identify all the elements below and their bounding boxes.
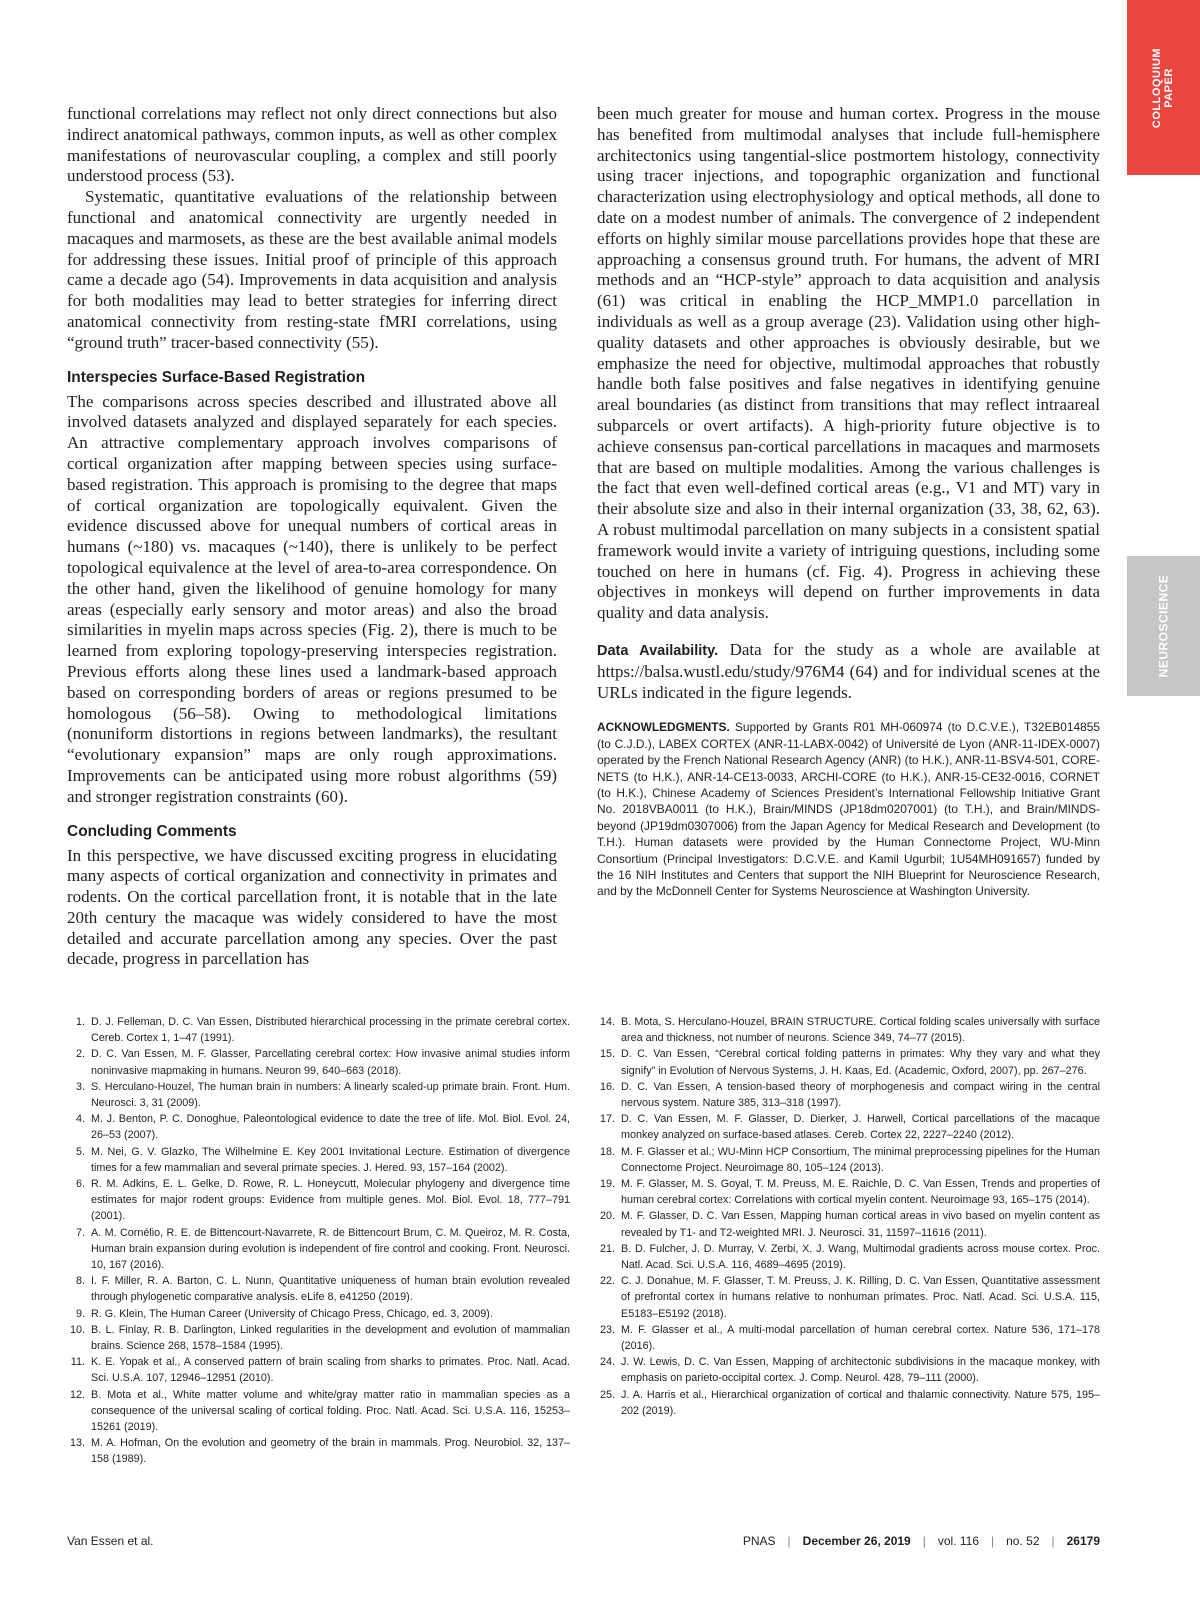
footer-page: 26179 bbox=[1066, 1534, 1100, 1548]
reference-item bbox=[597, 1354, 1100, 1386]
reference-text: B. D. Fulcher, J. D. Murray, V. Zerbi, X. J. Wang, Multimodal gradients across mouse cortex. Proc. Natl. Acad. Sci. U.S.A. 116, 4689–4695 (2019). bbox=[621, 1242, 1100, 1272]
reference-number: 3. bbox=[75, 1080, 85, 1093]
reference-item bbox=[67, 1111, 570, 1143]
reference-text: M. A. Hofman, On the evolution and geometry of the brain in mammals. Prog. Neurobiol. 32, 137–158 (1989). bbox=[91, 1437, 570, 1466]
reference-text: B. L. Finlay, R. B. Darlington, Linked regularities in the development and evolution of mammalian brains. Science 268, 1578–1584 (1995). bbox=[91, 1323, 570, 1353]
neuroscience-section-tab bbox=[1127, 556, 1200, 696]
reference-text: B. Mota et al., White matter volume and white/gray matter ratio in mammalian species as a consequence of the universal scaling of cortical folding. Proc. Natl. Acad. Sci. U.S.A. 116, 15253–15261 (2019). bbox=[91, 1388, 570, 1434]
section-heading-registration: Interspecies Surface-Based Registration bbox=[67, 368, 366, 386]
reference-text: S. Herculano-Houzel, The human brain in numbers: A linearly scaled-up primate brain. Front. Hum. Neurosci. 3, 31 (2009). bbox=[91, 1080, 570, 1110]
footer-issue: no. 52 bbox=[1006, 1534, 1040, 1548]
reference-item bbox=[67, 1306, 570, 1322]
reference-text: R. M. Adkins, E. L. Gelke, D. Rowe, R. L. Honeycutt, Molecular phylogeny and divergence time estimates for major rodent groups: Evidence from multiple genes. Mol. Biol. Evol. 18, 777–791 (2001). bbox=[91, 1178, 570, 1223]
data-availability-text: Data for the study as a whole are available at https://balsa.wustl.edu/study/976M4 (64) and for individual scenes at the URLs indicated in the figure legends. bbox=[597, 639, 1100, 702]
reference-text: M. F. Glasser et al.; WU-Minn HCP Consortium, The minimal preprocessing pipelines for the Human Connectome Project. Neuroimage 80, 105–124 (2013). bbox=[621, 1145, 1100, 1174]
reference-text: M. J. Benton, P. C. Donoghue, Paleontological evidence to date the tree of life. Mol. Biol. Evol. 24, 26–53 (2007). bbox=[91, 1113, 570, 1142]
reference-number: 25. bbox=[599, 1388, 615, 1401]
reference-number: 2. bbox=[75, 1048, 85, 1061]
reference-number: 9. bbox=[75, 1307, 85, 1320]
reference-text: A. M. Cornélio, R. E. de Bittencourt-Navarrete, R. de Bittencourt Brum, C. M. Queiroz, M. R. Costa, Human brain expansion during evolution is independent of fire control and cooking. Front. Neurosci. 10, 167 (2016). bbox=[91, 1226, 570, 1272]
footer-date: December 26, 2019 bbox=[802, 1534, 911, 1548]
reference-item bbox=[597, 1273, 1100, 1322]
reference-item bbox=[67, 1144, 570, 1176]
reference-item bbox=[597, 1241, 1100, 1273]
footer-authors: Van Essen et al. bbox=[67, 1534, 154, 1548]
section-heading-concluding: Concluding Comments bbox=[67, 822, 237, 840]
reference-text: J. W. Lewis, D. C. Van Essen, Mapping of architectonic subdivisions in the macaque monkey, with emphasis on parieto-occipital cortex. J. Comp. Neurol. 428, 79–111 (2000). bbox=[621, 1356, 1100, 1385]
reference-item bbox=[67, 1046, 570, 1078]
reference-text: C. J. Donahue, M. F. Glasser, T. M. Preuss, J. K. Rilling, D. C. Van Essen, Quantitative assessment of prefrontal cortex in humans relative to nonhuman primates. Proc. Natl. Acad. Sci. U.S.A. 115, E5183–E5192 (2018). bbox=[621, 1275, 1100, 1320]
reference-item bbox=[597, 1046, 1100, 1078]
reference-item bbox=[597, 1079, 1100, 1111]
reference-item bbox=[597, 1387, 1100, 1419]
reference-item bbox=[597, 1176, 1100, 1208]
reference-number: 7. bbox=[75, 1226, 85, 1239]
reference-number: 18. bbox=[599, 1145, 615, 1158]
footer-citation: PNAS | December 26, 2019 | vol. 116 | no. 52 | 26179 bbox=[742, 1534, 1100, 1548]
reference-number: 17. bbox=[599, 1113, 615, 1126]
colloquium-paper-label: COLLOQUIUM PAPER bbox=[1151, 47, 1176, 128]
reference-item bbox=[67, 1354, 570, 1386]
reference-number: 4. bbox=[75, 1113, 85, 1126]
paragraph: been much greater for mouse and human cortex. Progress in the mouse has benefited from multimodal analyses that include full-hemisphere architectonics using tangential-slice postmortem histology, connectivity using tracer injections, and topographic organization and functional characterization using electrophysiology and optical methods, all done to date on a modest number of animals. The convergence of 2 independent efforts on highly similar mouse parcellations provides hope that these are approaching a consensus ground truth. For humans, the advent of MRI methods and an “HCP-style” approach to data acquisition and analysis (61) was critical in enabling the HCP_MMP1.0 parcellation in individuals as well as a group average (23). Validation using other high-quality datasets and other approaches is obviously desirable, but we emphasize the need for objective, multimodal approaches that robustly handle both false positives and false negatives in identifying genuine areal boundaries (as distinct from transitions that may reflect intraareal subparcels or overt artifacts). A high-priority future objective is to achieve consensus pan-cortical parcellations in macaques and marmosets that are based on multiple modalities. Among the various challenges is the fact that even well-defined cortical areas (e.g., V1 and MT) vary in their absolute size and also in their internal organization (33, 38, 62, 63). A robust multimodal parcellation on many subjects in a consistent spatial framework would invite a variety of intriguing questions, including some touched on here in humans (cf. Fig. 4). Progress in achieving these objectives in monkeys will depend on further improvements in data quality and data analysis. bbox=[597, 104, 1100, 623]
reference-number: 20. bbox=[599, 1210, 615, 1223]
reference-item bbox=[67, 1435, 570, 1467]
reference-text: D. C. Van Essen, A tension-based theory of morphogenesis and compact wiring in the central nervous system. Nature 385, 313–318 (1997). bbox=[621, 1080, 1100, 1110]
reference-item bbox=[597, 1322, 1100, 1354]
reference-number: 8. bbox=[75, 1275, 85, 1288]
reference-text: D. C. Van Essen, M. F. Glasser, Parcellating cerebral cortex: How invasive animal studies inform noninvasive mapmaking in humans. Neuron 99, 640–663 (2018). bbox=[91, 1048, 570, 1077]
reference-item bbox=[67, 1387, 570, 1436]
references-right bbox=[597, 1014, 1100, 1419]
acknowledgments bbox=[597, 719, 1100, 899]
reference-number: 11. bbox=[70, 1356, 85, 1369]
data-availability bbox=[597, 640, 1100, 703]
paragraph: The comparisons across species described and illustrated above all involved datasets analyzed and displayed separately for each species. An attractive complementary approach involves comparisons of cortical organization after mapping between species using surface-based registration. This approach is promising to the degree that maps of cortical organization are topologically equivalent. Given the evidence discussed above for unequal numbers of cortical areas in humans (~180) vs. macaques (~140), there is unlikely to be perfect topological equivalence at the level of area-to-area correspondence. On the other hand, given the likelihood of genuine homology for many areas (especially early sensory and motor areas) and also the broad similarities in myelin maps across species (Fig. 2), there is much to be learned from exploring topology-preserving interspecies registration. Previous efforts along these lines used a landmark-based approach based on corresponding borders of areas or regions presumed to be homologous (56–58). Owing to methodological limitations (nonuniform distortions in regions between landmarks), the resultant “evolutionary expansion” maps are only rough approximations. Improvements can be anticipated using more robust algorithms (59) and stronger registration constraints (60). bbox=[67, 391, 557, 806]
reference-number: 15. bbox=[599, 1048, 615, 1061]
footer-journal: PNAS bbox=[742, 1534, 776, 1548]
reference-text: I. F. Miller, R. A. Barton, C. L. Nunn, Quantitative uniqueness of human brain evolution revealed through phylogenetic comparative analysis. eLife 8, e41250 (2019). bbox=[91, 1275, 570, 1304]
reference-text: M. F. Glasser et al., A multi-modal parcellation of human cerebral cortex. Nature 536, 171–178 (2016). bbox=[621, 1323, 1100, 1353]
reference-number: 1. bbox=[75, 1016, 85, 1028]
reference-number: 6. bbox=[75, 1178, 85, 1191]
paragraph: In this perspective, we have discussed exciting progress in elucidating many aspects of cortical organization and connectivity in primates and rodents. On the cortical parcellation front, it is notable that in the late 20th century the macaque was widely considered to have the most detailed and accurate parcellation among any species. Over the past decade, progress in parcellation has bbox=[67, 845, 557, 969]
reference-item bbox=[597, 1208, 1100, 1240]
acknowledgments-heading: ACKNOWLEDGMENTS. bbox=[597, 720, 730, 735]
reference-text: M. F. Glasser, D. C. Van Essen, Mapping human cortical areas in vivo based on myelin content as revealed by T1- and T2-weighted MRI. J. Neurosci. 31, 11597–11616 (2011). bbox=[621, 1210, 1100, 1239]
neuroscience-label: NEUROSCIENCE bbox=[1156, 574, 1171, 678]
reference-item bbox=[67, 1176, 570, 1225]
reference-number: 21. bbox=[599, 1242, 615, 1255]
reference-text: R. G. Klein, The Human Career (University of Chicago Press, Chicago, ed. 3, 2009). bbox=[91, 1307, 493, 1320]
reference-number: 14. bbox=[599, 1016, 615, 1028]
reference-item bbox=[597, 1144, 1100, 1176]
paragraph: Systematic, quantitative evaluations of the relationship between functional and anatomical connectivity are urgently needed in macaques and marmosets, as these are the best available animal models for addressing these issues. Initial proof of principle of this approach came a decade ago (54). Improvements in data acquisition and analysis for both modalities may lead to better strategies for inferring direct anatomical connectivity from resting-state fMRI correlations, using “ground truth” tracer-based connectivity (55). bbox=[67, 187, 557, 352]
left-text-column bbox=[67, 104, 557, 970]
reference-number: 22. bbox=[599, 1275, 615, 1288]
reference-number: 19. bbox=[599, 1178, 615, 1191]
reference-text: M. F. Glasser, M. S. Goyal, T. M. Preuss, M. E. Raichle, D. C. Van Essen, Trends and properties of human cerebral cortex: Correlations with cortical myelin content. Neuroimage 93, 165–175 (2014). bbox=[621, 1178, 1100, 1207]
reference-text: M. Nei, G. V. Glazko, The Wilhelmine E. Key 2001 Invitational Lecture. Estimation of divergence times for a few mammalian and several primate species. J. Hered. 93, 157–164 (2002). bbox=[91, 1145, 570, 1174]
data-availability-heading: Data Availability. bbox=[597, 642, 719, 659]
right-text-column bbox=[597, 104, 1100, 900]
reference-item bbox=[67, 1014, 570, 1046]
acknowledgments-text: Supported by Grants R01 MH-060974 (to D.C.V.E.), T32EB014855 (to C.J.D.), LABEX CORTEX (ANR-11-LABX-0042) of Université de Lyon (ANR-11-IDEX-0007) operated by the French National Research Agency (ANR) (to H.K.), ANR-11-BSV4-501, CORE-NETS (to H.K.), ANR-14-CE13-0033, ARCHI-CORE (to H.K.), ANR-15-CE32-0016, CORNET (to H.K.), Chinese Academy of Sciences President’s International Fellowship Initiative Grant No. 2018VBA0011 (to H.K.), Brain/MINDS (JP18dm0207001) (to T.H.), and Brain/MINDS-beyond (JP19dm0307006) from the Japan Agency for Medical Research and Development (to T.H.). Human datasets were provided by the Human Connectome Project, WU-Minn Consortium (Principal Investigators: D.C.V.E. and Kamil Ugurbil; 1U54MH091657) funded by the 16 NIH Institutes and Centers that support the NIH Blueprint for Neuroscience Research, and by the McDonnell Center for Systems Neuroscience at Washington University. bbox=[597, 720, 1100, 899]
reference-number: 10. bbox=[69, 1323, 85, 1336]
reference-text: B. Mota, S. Herculano-Houzel, BRAIN STRUCTURE. Cortical folding scales universally with surface area and thickness, not number of neurons. Science 349, 74–77 (2015). bbox=[621, 1016, 1100, 1045]
reference-text: D. C. Van Essen, “Cerebral cortical folding patterns in primates: Why they vary and what they signify” in Evolution of Nervous Systems, J. H. Kaas, Ed. (Academic, Oxford, 2007), pp. 267–276. bbox=[621, 1048, 1100, 1077]
reference-text: D. J. Felleman, D. C. Van Essen, Distributed hierarchical processing in the primate cerebral cortex. Cereb. Cortex 1, 1–47 (1991). bbox=[91, 1016, 570, 1045]
reference-number: 16. bbox=[599, 1080, 615, 1093]
paragraph: functional correlations may reflect not only direct connections but also indirect anatomical pathways, common inputs, as well as other complex manifestations of neurovascular coupling, a complex and still poorly understood process (53). bbox=[67, 104, 557, 186]
reference-number: 5. bbox=[75, 1145, 85, 1158]
reference-text: D. C. Van Essen, M. F. Glasser, D. Dierker, J. Harwell, Cortical parcellations of the macaque monkey analyzed on surface-based atlases. Cereb. Cortex 22, 2227–2240 (2012). bbox=[621, 1113, 1100, 1142]
footer-volume: vol. 116 bbox=[937, 1534, 979, 1548]
reference-item bbox=[597, 1111, 1100, 1143]
colloquium-paper-tab bbox=[1127, 0, 1200, 175]
reference-item bbox=[67, 1322, 570, 1354]
reference-item bbox=[597, 1014, 1100, 1046]
reference-number: 23. bbox=[599, 1323, 615, 1336]
reference-number: 12. bbox=[69, 1388, 85, 1401]
reference-text: J. A. Harris et al., Hierarchical organization of cortical and thalamic connectivity. Nature 575, 195–202 (2019). bbox=[621, 1388, 1100, 1417]
reference-text: K. E. Yopak et al., A conserved pattern of brain scaling from sharks to primates. Proc. Natl. Acad. Sci. U.S.A. 107, 12946–12951 (2010). bbox=[91, 1356, 570, 1385]
reference-number: 24. bbox=[599, 1356, 615, 1369]
reference-item bbox=[67, 1225, 570, 1274]
references-left bbox=[67, 1014, 570, 1468]
reference-number: 13. bbox=[69, 1437, 85, 1450]
reference-item bbox=[67, 1273, 570, 1305]
reference-item bbox=[67, 1079, 570, 1111]
